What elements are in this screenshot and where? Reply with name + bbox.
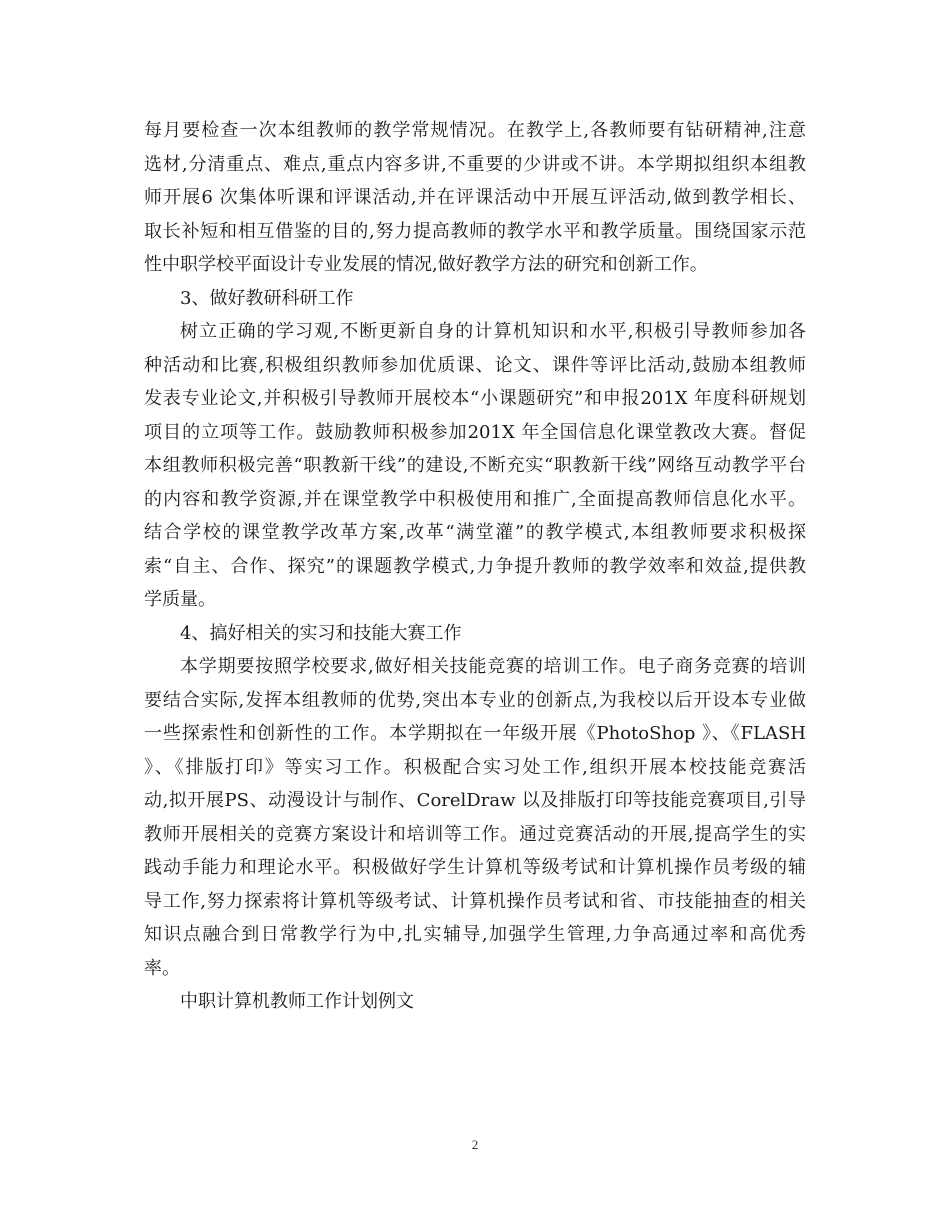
page-number: 2 [471, 1137, 479, 1152]
text-line: 要结合实际,发挥本组教师的优势,突出本专业的创新点,为我校以后开设本专业做 [144, 689, 806, 711]
text-line: 取长补短和相互借鉴的目的,努力提高教师的教学水平和教学质量。围绕国家示范 [144, 220, 806, 242]
text-line: 树立正确的学习观,不断更新自身的计算机知识和水平,积极引导教师参加各 [180, 321, 806, 342]
text-line: 动,拟开展PS、动漫设计与制作、CorelDraw 以及排版打印等技能竞赛项目,引导 [144, 790, 806, 811]
text-line: 知识点融合到日常教学行为中,扎实辅导,加强学生管理,力争高通过率和高优秀 [144, 924, 806, 945]
text-line: 一些探索性和创新性的工作。本学期拟在一年级开展《PhotoShop 》、《FLASH [144, 723, 806, 744]
document-body [144, 114, 806, 1019]
text-line: 导工作,努力探索将计算机等级考试、计算机操作员考试和省、市技能抽查的相关 [144, 890, 806, 912]
text-line: 种活动和比赛,积极组织教师参加优质课、论文、课件等评比活动,鼓励本组教师 [144, 354, 806, 376]
text-line: 践动手能力和理论水平。积极做好学生计算机等级考试和计算机操作员考级的辅 [144, 857, 806, 878]
text-line: 索“自主、合作、探究”的课题教学模式,力争提升教师的教学效率和效益,提供教 [144, 555, 806, 577]
text-line: 每月要检查一次本组教师的教学常规情况。在教学上,各教师要有钻研精神,注意 [144, 120, 806, 141]
text-line: 选材,分清重点、难点,重点内容多讲,不重要的少讲或不讲。本学期拟组织本组教 [144, 153, 806, 175]
document-subtitle: 中职计算机教师工作计划例文 [180, 991, 414, 1012]
text-line: 学质量。 [144, 589, 216, 610]
text-line: 教师开展相关的竞赛方案设计和培训等工作。通过竞赛活动的开展,提高学生的实 [144, 823, 806, 845]
text-line: 师开展6 次集体听课和评课活动,并在评课活动中开展互评活动,做到教学相长、 [144, 187, 806, 208]
text-line: 结合学校的课堂教学改革方案,改革“满堂灌”的教学模式,本组教师要求积极探 [144, 522, 806, 543]
text-line: 项目的立项等工作。鼓励教师积极参加201X 年全国信息化课堂教改大赛。督促 [144, 421, 806, 443]
section-heading-3: 3、做好教研科研工作 [180, 287, 354, 309]
text-line: 率。 [144, 957, 180, 979]
text-line: 发表专业论文,并积极引导教师开展校本“小课题研究”和申报201X 年度科研规划 [144, 388, 806, 409]
paragraph-research [144, 315, 806, 617]
text-line: 性中职学校平面设计专业发展的情况,做好教学方法的研究和创新工作。 [144, 254, 708, 275]
section-heading-4: 4、搞好相关的实习和技能大赛工作 [180, 622, 462, 644]
text-line: 本组教师积极完善“职教新干线”的建设,不断充实“职教新干线”网络互动教学平台 [144, 455, 806, 476]
paragraph-competition [144, 650, 806, 985]
paragraph-continued [144, 114, 806, 282]
text-line: 》、《排版打印》等实习工作。积极配合实习处工作,组织开展本校技能竞赛活 [144, 756, 806, 778]
text-line: 本学期要按照学校要求,做好相关技能竞赛的培训工作。电子商务竞赛的培训 [180, 656, 806, 677]
text-line: 的内容和教学资源,并在课堂教学中积极使用和推广,全面提高教师信息化水平。 [144, 488, 806, 510]
